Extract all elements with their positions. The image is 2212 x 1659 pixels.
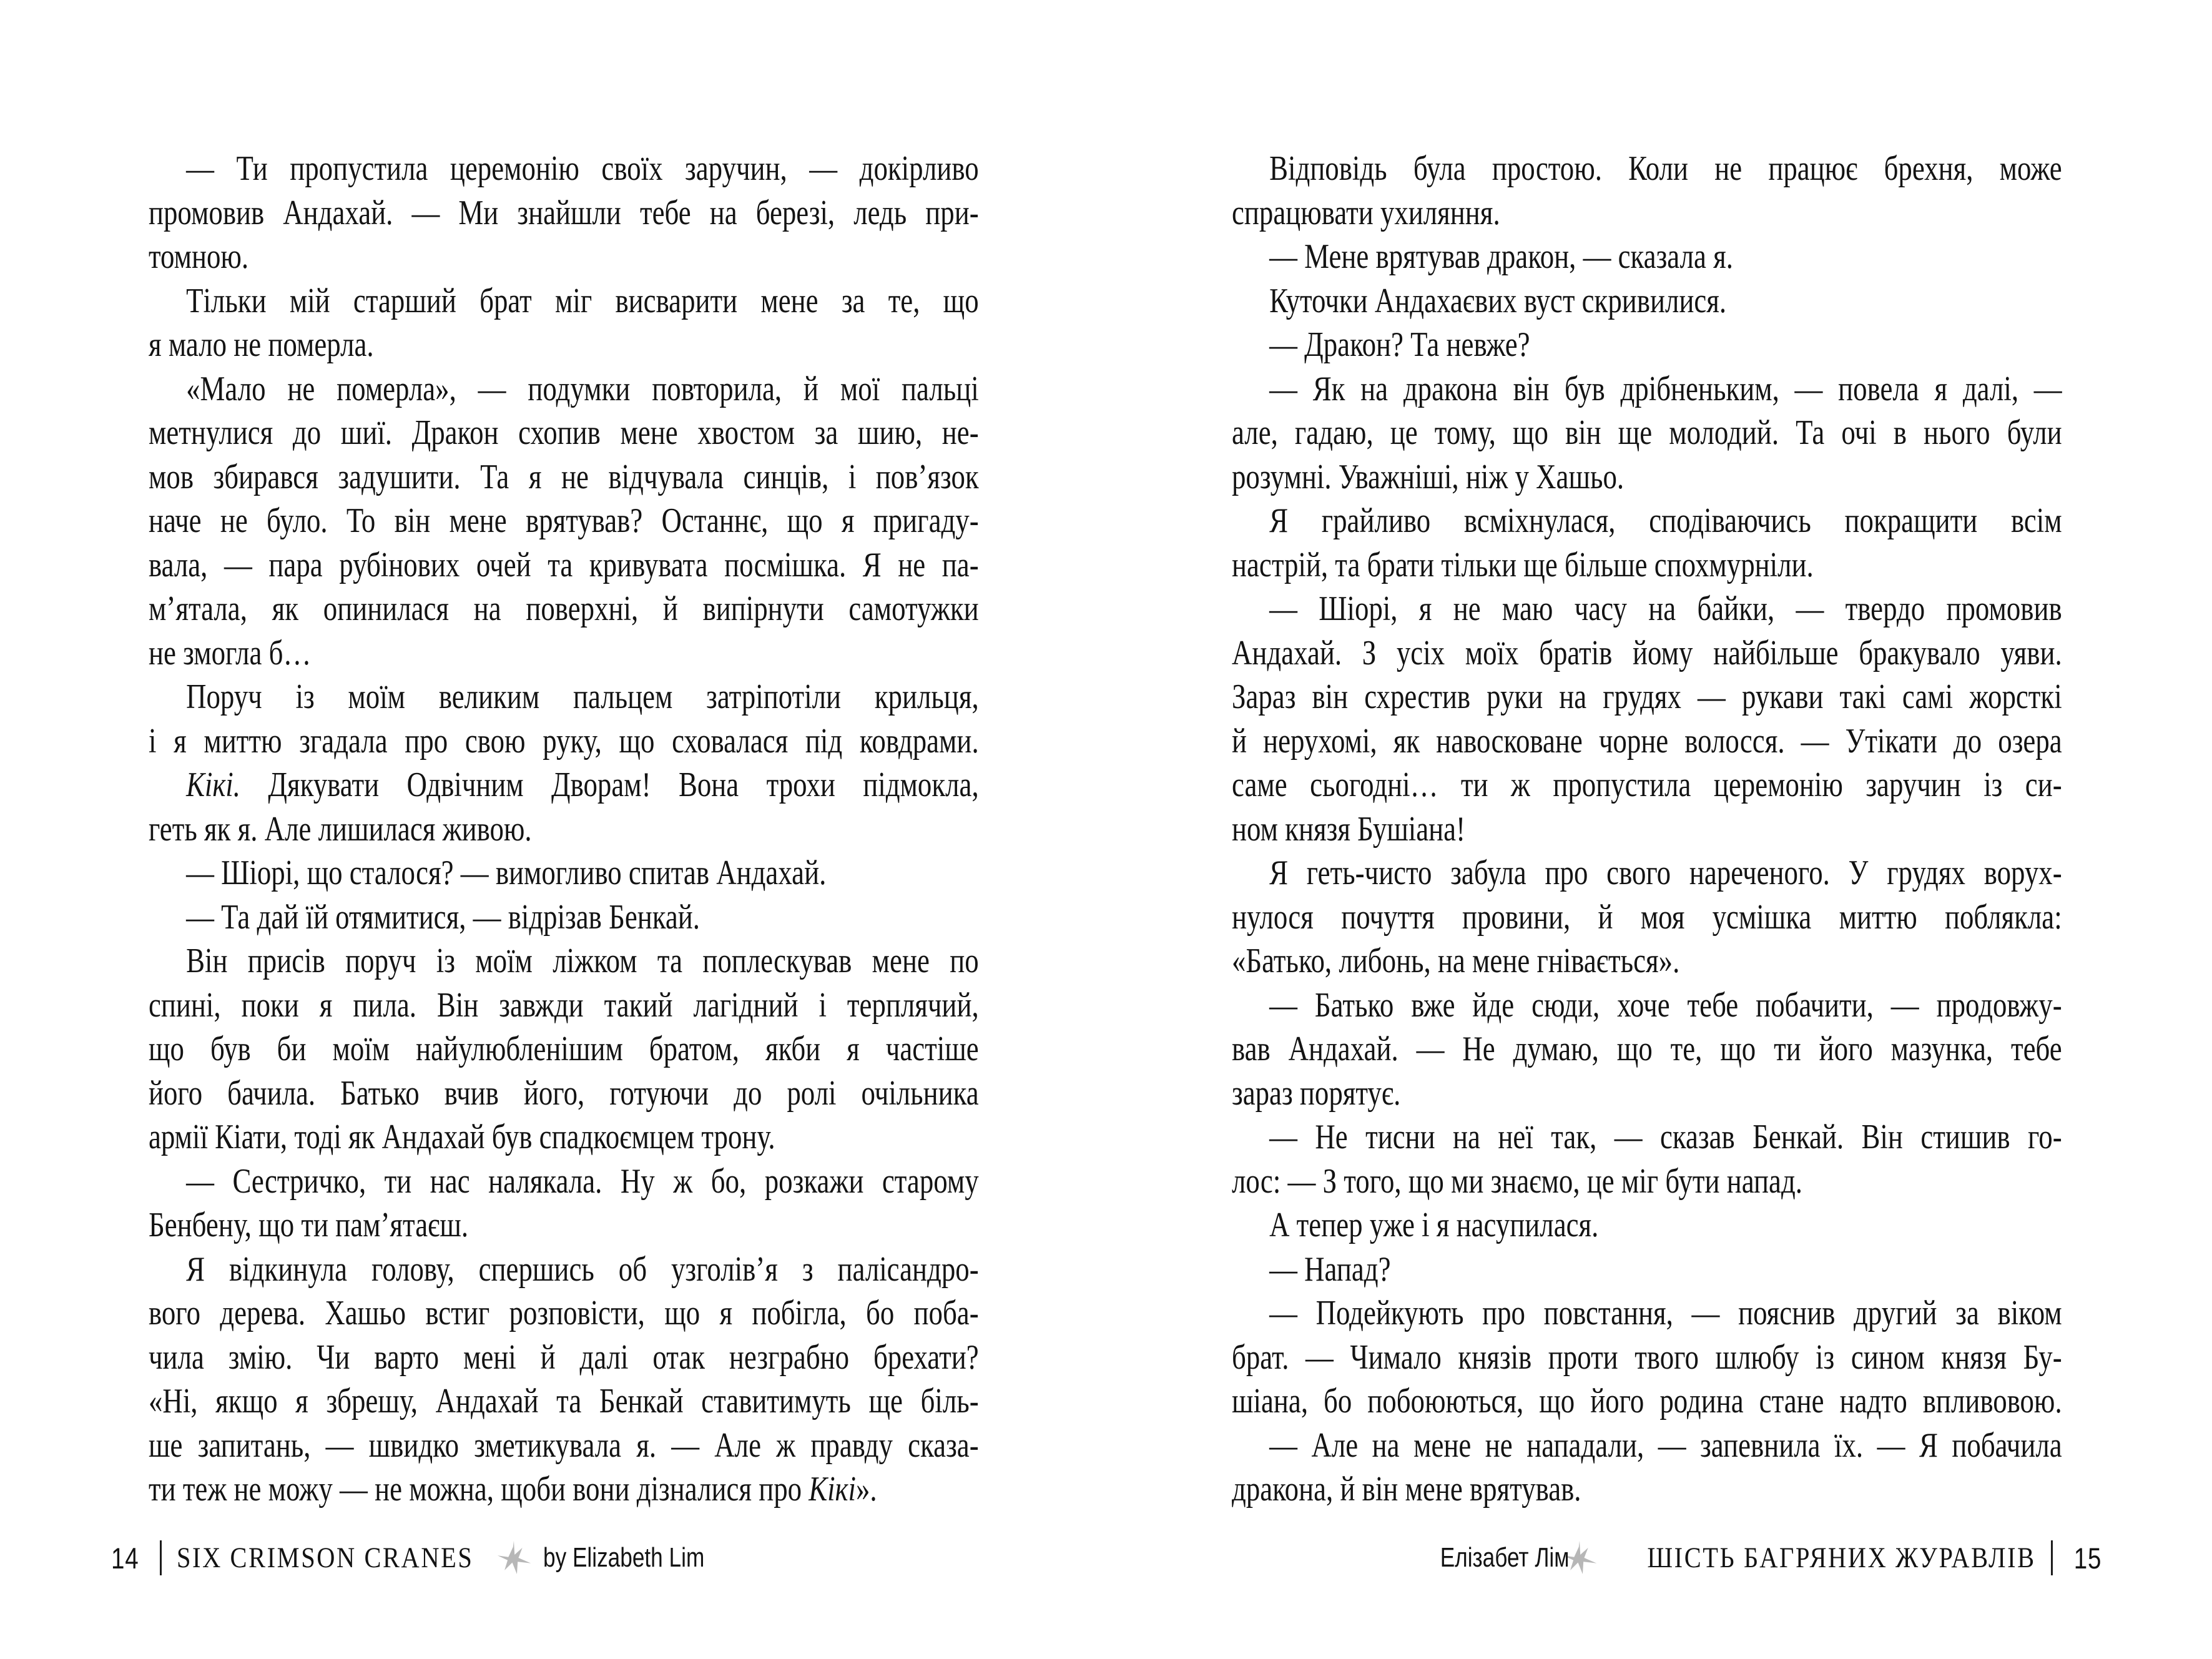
text-segment: — Шіорі, я не маю часу на байки, — твердо промовив — [1269, 589, 2062, 628]
text-line — [1232, 895, 2062, 940]
text-segment: — Мене врятував дракон, — сказала я. — [1269, 237, 1733, 276]
text-line — [1232, 279, 2062, 323]
text-segment: — Не тисни на неї так, — сказав Бенкай. Він стишив го- — [1269, 1118, 2062, 1156]
text-line — [149, 807, 979, 852]
text-segment: і я миттю згадала про свою руку, що сховалася під ковдрами. — [149, 721, 979, 761]
text-line — [1232, 235, 2062, 279]
text-segment: розумні. Уважніші, ніж у Хашьо. — [1232, 457, 1625, 496]
text-line — [149, 1291, 979, 1336]
text-segment: зараз порятує. — [1232, 1073, 1401, 1113]
text-segment: шіана, бо побоюються, що його родина стане надто впливовою. — [1232, 1382, 2062, 1420]
text-line — [1232, 807, 2062, 852]
text-segment: — Шіорі, що сталося? — вимогливо спитав Андахай. — [186, 854, 827, 892]
page-left-text — [149, 147, 979, 1512]
text-segment: Куточки Андахаєвих вуст скривилися. — [1269, 281, 1727, 320]
text-line — [149, 1336, 979, 1380]
text-line — [149, 1467, 979, 1512]
text-segment: Андахай. З усіх моїх братів йому найбільше бракувало уяви. — [1232, 633, 2062, 672]
text-line — [149, 1379, 979, 1424]
text-segment: Я грайливо всміхнулася, сподіваючись покращити всім — [1269, 501, 2062, 540]
text-segment: ном князя Бушіана! — [1232, 809, 1466, 849]
text-line — [1232, 1248, 2062, 1292]
text-segment: Він присів поруч із моїм ліжком та поплескував мене по — [186, 942, 979, 980]
text-segment: Відповідь була простою. Коли не працює брехня, може — [1269, 149, 2062, 188]
text-line — [1232, 719, 2062, 764]
text-segment: томною. — [149, 237, 249, 276]
text-line — [149, 1203, 979, 1248]
text-segment: вав Андахай. — Не думаю, що те, що ти його мазунка, тебе — [1232, 1030, 2062, 1068]
text-segment: — Подейкують про повстання, — пояснив другий за віком — [1269, 1294, 2062, 1332]
book-byline-english: by Elizabeth Lim — [543, 1542, 705, 1573]
text-line — [1232, 1027, 2062, 1071]
text-line — [149, 411, 979, 455]
text-segment: Дякувати Одвічним Дворам! Вона трохи підмокла, — [240, 766, 979, 804]
text-segment: ». — [855, 1470, 877, 1509]
text-line — [149, 1424, 979, 1468]
text-line — [149, 983, 979, 1028]
text-line — [149, 895, 979, 940]
text-segment: — Але на мене не нападали, — запевнила їх. — Я побачила — [1269, 1425, 2062, 1465]
text-line — [149, 1115, 979, 1159]
text-line — [1232, 411, 2062, 455]
text-segment: настрій, та брати тільки ще більше спохмурніли. — [1232, 545, 1814, 584]
text-segment: чила змію. Чи варто мені й далі отак незграбно брехати? — [149, 1337, 979, 1377]
text-line — [149, 1248, 979, 1292]
page-number-left: 14 — [111, 1541, 139, 1575]
text-segment: Я геть-чисто забула про свого нареченого. У грудях ворух- — [1269, 854, 2062, 892]
text-line — [1232, 675, 2062, 719]
text-line — [149, 763, 979, 807]
book-title-ukrainian: ШІСТЬ БАГРЯНИХ ЖУРАВЛІВ — [1647, 1542, 2036, 1574]
text-segment: нулося почуття провини, й моя усмішка миттю поблякла: — [1232, 897, 2062, 937]
text-segment: — Батько вже йде сюди, хоче тебе побачити, — продовжу- — [1269, 985, 2062, 1025]
text-line — [1232, 455, 2062, 500]
text-line — [149, 323, 979, 367]
text-line — [1232, 1379, 2062, 1424]
text-segment: вала, — пара рубінових очей та кривувата посмішка. Я не па- — [149, 545, 979, 584]
text-line — [149, 719, 979, 764]
text-line — [1232, 983, 2062, 1028]
text-line — [149, 235, 979, 279]
text-line — [1232, 1203, 2062, 1248]
text-segment: — Дракон? Та невже? — [1269, 325, 1530, 364]
text-line — [1232, 851, 2062, 895]
text-segment: — Та дай їй отямитися, — відрізав Бенкай. — [186, 897, 700, 937]
text-line — [1232, 763, 2062, 807]
text-line — [1232, 323, 2062, 367]
text-line — [149, 1027, 979, 1071]
text-line — [149, 1159, 979, 1204]
text-line — [149, 499, 979, 543]
book-title-english: SIX CRIMSON CRANES — [177, 1542, 474, 1574]
text-segment: Тільки мій старший брат міг висварити мене за те, що — [186, 281, 979, 320]
text-line — [149, 1071, 979, 1116]
text-segment: «Ні, якщо я збрешу, Андахай та Бенкай ставитимуть ще біль- — [149, 1382, 979, 1420]
text-line — [1232, 1424, 2062, 1468]
text-segment: «Мало не померла», — подумки повторила, й мої пальці — [186, 369, 979, 408]
text-segment: й нерухомі, як навосковане чорне волосся. — Утікати до озера — [1232, 721, 2062, 761]
text-line — [149, 147, 979, 191]
text-segment: саме сьогодні… ти ж пропустила церемонію заручин із си- — [1232, 766, 2062, 804]
text-segment: Бенбену, що ти пам’ятаєш. — [149, 1206, 469, 1244]
text-segment: що був би моїм найулюбленішим братом, якби я частіше — [149, 1030, 979, 1068]
text-line — [149, 279, 979, 323]
text-line — [149, 851, 979, 895]
text-segment: промовив Андахай. — Ми знайшли тебе на березі, ледь при- — [149, 193, 979, 232]
text-segment: — Як на дракона він був дрібненьким, — повела я далі, — — [1269, 369, 2062, 408]
text-line — [1232, 367, 2062, 411]
origami-crane-icon — [494, 1540, 533, 1576]
text-line — [149, 587, 979, 631]
text-line — [1232, 191, 2062, 235]
text-line — [1232, 631, 2062, 676]
text-line — [1232, 1291, 2062, 1336]
text-segment: мов збирався задушити. Та я не відчувала синців, і пов’язок — [149, 457, 979, 496]
text-line — [1232, 1467, 2062, 1512]
text-line — [1232, 147, 2062, 191]
text-line — [1232, 587, 2062, 631]
text-line — [1232, 939, 2062, 983]
text-segment: вого дерева. Хашьо встиг розповісти, що я побігла, бо поба- — [149, 1294, 979, 1332]
text-segment: брат. — Чимало князів проти твого шлюбу із сином князя Бу- — [1232, 1337, 2062, 1377]
text-segment: «Батько, либонь, на мене гнівається». — [1232, 942, 1680, 980]
text-segment: спині, поки я пила. Він завжди такий лагідний і терплячий, — [149, 985, 979, 1025]
text-segment: — Сестричко, ти нас налякала. Ну ж бо, розкажи старому — [186, 1161, 979, 1201]
text-segment: м’ятала, як опинилася на поверхні, й випірнути самотужки — [149, 589, 979, 628]
text-segment: не змогла б… — [149, 633, 312, 672]
text-segment-italic: Кікі. — [186, 766, 240, 804]
text-line — [149, 939, 979, 983]
text-segment: дракона, й він мене врятував. — [1232, 1470, 1581, 1509]
text-segment: Зараз він схрестив руки на грудях — рукави такі самі жорсткі — [1232, 677, 2062, 716]
text-segment: — Напад? — [1269, 1249, 1391, 1289]
text-segment: ти теж не можу — не можна, щоби вони дізналися про — [149, 1470, 809, 1509]
text-segment: Я відкинула голову, спершись об узголів’я з палісандро- — [186, 1249, 979, 1289]
text-line — [149, 455, 979, 500]
text-line — [1232, 1071, 2062, 1116]
text-segment: я мало не померла. — [149, 325, 374, 364]
text-segment: — Ти пропустила церемонію своїх заручин, — докірливо — [186, 149, 979, 188]
text-segment: А тепер уже і я насупилася. — [1269, 1206, 1599, 1244]
text-segment: наче не було. То він мене врятував? Останнє, що я пригаду- — [149, 501, 979, 540]
text-segment: ше запитань, — швидко зметикувала я. — Але ж правду сказа- — [149, 1425, 979, 1465]
text-line — [149, 675, 979, 719]
footer-divider — [2051, 1540, 2053, 1575]
text-segment: метнулися до шиї. Дракон схопив мене хвостом за шию, не- — [149, 413, 979, 452]
book-author-ukrainian: Елізабет Лім — [1440, 1542, 1570, 1573]
text-line — [149, 631, 979, 676]
text-segment: спрацювати ухиляння. — [1232, 193, 1500, 232]
footer-divider — [160, 1540, 162, 1575]
page-right-footer — [1408, 1535, 2101, 1581]
page-right-text — [1232, 147, 2062, 1512]
text-line — [149, 191, 979, 235]
page-left-footer — [111, 1535, 745, 1581]
text-segment: його бачила. Батько вчив його, готуючи до ролі очільника — [149, 1073, 979, 1113]
text-segment: геть як я. Але лишилася живою. — [149, 809, 532, 849]
text-line — [149, 367, 979, 411]
text-line — [1232, 543, 2062, 588]
text-segment: але, гадаю, це тому, що він ще молодий. Та очі в нього були — [1232, 413, 2062, 452]
text-segment: Поруч із моїм великим пальцем затріпотіли крильця, — [186, 677, 979, 716]
text-line — [149, 543, 979, 588]
text-line — [1232, 1159, 2062, 1204]
text-segment: лос: — З того, що ми знаємо, це міг бути напад. — [1232, 1161, 1802, 1201]
page-number-right: 15 — [2073, 1541, 2101, 1575]
text-segment: армії Кіати, тоді як Андахай був спадкоємцем трону. — [149, 1118, 775, 1156]
text-segment-italic: Кікі — [809, 1470, 856, 1509]
text-line — [1232, 499, 2062, 543]
text-line — [1232, 1336, 2062, 1380]
text-line — [1232, 1115, 2062, 1159]
